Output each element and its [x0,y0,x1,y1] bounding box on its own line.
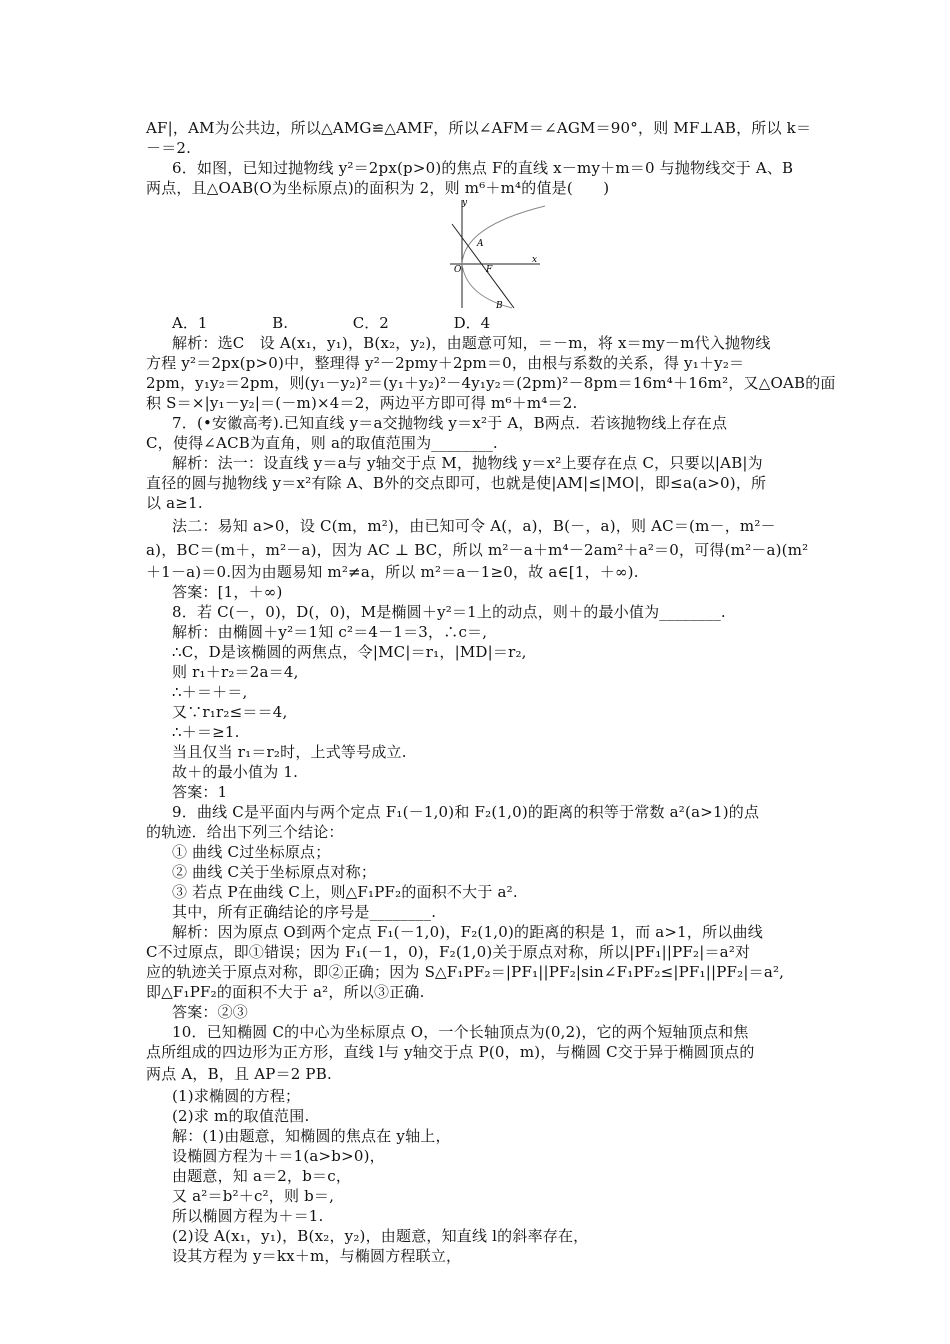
text-line: 故＋的最小值为 1. [172,763,299,781]
parabola-figure [440,196,550,314]
text-line: 则 r₁＋r₂＝2a＝4, [172,663,299,681]
text-line: (2)设 A(x₁，y₁)，B(x₂，y₂)，由题意，知直线 l的斜率存在， [172,1227,589,1245]
y-label: y [462,198,468,208]
text-line: 的轨迹．给出下列三个结论： [146,823,344,841]
text-line: ∴C，D是该椭圆的两焦点，令|MC|＝r₁，|MD|＝r₂, [172,643,527,661]
text-line: ＋1－a)＝0.因为由题易知 m²≠a，所以 m²＝a－1≥0，故 a∈[1，＋∞). [146,563,639,581]
text-line: (1)求椭圆的方程； [172,1087,301,1105]
focus-f-label: F [486,265,493,275]
text-line: ③ 若点 P在曲线 C上，则△F₁PF₂的面积不大于 a². [172,883,518,901]
text-line: 解析：选C 设 A(x₁，y₁)，B(x₂，y₂)，由题意可知，＝－m，将 x＝my－m代入抛物线 [172,334,771,352]
text-line: 2pm，y₁y₂＝2pm，则(y₁－y₂)²＝(y₁＋y₂)²－4y₁y₂＝(2pm)²－8pm＝16m⁴＋16m²，又△OAB的面 [146,374,836,392]
text-line: 法二：易知 a>0，设 C(m，m²)，由已知可令 A(，a)，B(－，a)，则 AC＝(m－，m²－ [172,517,776,535]
question-7-line: 7．(•安徽高考).已知直线 y＝a交抛物线 y＝x²于 A，B两点．若该抛物线上存在点 [172,414,728,432]
text-line: C，使得∠ACB为直角，则 a的取值范围为________. [146,434,498,452]
text-line: 直径的圆与抛物线 y＝x²有除 A、B外的交点即可，也就是使|AM|≤|MO|，即≤a(a>0)，所 [146,474,767,492]
text-line: 设其方程为 y＝kx＋m，与椭圆方程联立， [172,1247,462,1265]
text-line: (2)求 m的取值范围. [172,1107,310,1125]
text-line: 以 a≥1. [146,494,203,512]
answer-line: 答案：②③ [172,1003,249,1021]
text-line: 解析：因为原点 O到两个定点 F₁(－1,0)，F₂(1,0)的距离的积是 1，而 a>1，所以曲线 [172,923,763,941]
option-d: D．4 [453,314,491,332]
text-line: 又 a²＝b²＋c²，则 b＝, [172,1187,335,1205]
question-9-line: 9．曲线 C是平面内与两个定点 F₁(－1,0)和 F₂(1,0)的距离的积等于常数 a²(a>1)的点 [172,803,760,821]
question-6-line: 6．如图，已知过抛物线 y²＝2px(p>0)的焦点 F的直线 x－my＋m＝0 与抛物线交于 A、B [172,159,794,177]
text-line: ② 曲线 C关于坐标原点对称； [172,863,377,881]
text-line: ∴＋＝＋＝, [172,683,248,701]
text-line: 其中，所有正确结论的序号是________. [172,903,437,921]
text-line: ∴＋＝≥1. [172,723,240,741]
text-line: －＝2. [146,139,192,157]
text-line: 应的轨迹关于原点对称，即②正确；因为 S△F₁PF₂＝|PF₁||PF₂|sin∠F₁PF₂≤|PF₁||PF₂|＝a², [146,963,785,981]
text-line: AF|，AM为公共边，所以△AMG≌△AMF，所以∠AFM＝∠AGM＝90°，则 MF⊥AB，所以 k＝ [146,119,812,137]
point-b-label: B [496,301,503,311]
answer-options [172,313,550,333]
text-line: 点所组成的四边形为正方形，直线 l与 y轴交于点 P(0，m)，与椭圆 C交于异于椭圆顶点的 [146,1043,755,1061]
text-line: ① 曲线 C过坐标原点； [172,843,331,861]
text-line: 两点 A，B，且 AP＝2 PB. [146,1065,332,1083]
text-line: 所以椭圆方程为＋＝1. [172,1207,324,1225]
question-10-line: 10．已知椭圆 C的中心为坐标原点 O，一个长轴顶点为(0,2)，它的两个短轴顶点和焦 [172,1023,749,1041]
question-8-line: 8．若 C(－，0)，D(，0)，M是椭圆＋y²＝1上的动点，则＋的最小值为________. [172,603,726,621]
text-line: 由题意，知 a＝2，b＝c， [172,1167,352,1185]
text-line: 积 S＝×|y₁－y₂|＝(－m)×4＝2，两边平方即可得 m⁶＋m⁴＝2. [146,394,578,412]
point-a-label: A [477,239,484,249]
x-label: x [532,255,538,265]
text-line: 两点，且△OAB(O为坐标原点)的面积为 2，则 m⁶＋m⁴的值是( ) [146,179,610,197]
text-line: 又∵r₁r₂≤＝＝4, [172,703,288,721]
option-a: A．1 [172,314,208,332]
answer-line: 答案：[1，＋∞) [172,583,283,601]
text-line: 方程 y²＝2px(p>0)中，整理得 y²－2pmy＋2pm＝0，由根与系数的关系，得 y₁＋y₂＝ [146,354,745,372]
text-line: 解：(1)由题意，知椭圆的焦点在 y轴上， [172,1127,451,1145]
origin-label: O [454,265,462,275]
text-line: 解析：法一：设直线 y＝a与 y轴交于点 M，抛物线 y＝x²上要存在点 C，只要以|AB|为 [172,454,763,472]
text-line: 设椭圆方程为＋＝1(a>b>0)， [172,1147,385,1165]
text-line: 解析：由椭圆＋y²＝1知 c²＝4－1＝3，∴c＝, [172,623,488,641]
option-b: B. [272,314,288,332]
option-c: C．2 [352,314,389,332]
text-line: 即△F₁PF₂的面积不大于 a²，所以③正确. [146,983,425,1001]
answer-line: 答案：1 [172,783,228,801]
text-line: C不过原点，即①错误；因为 F₁(－1，0)，F₂(1,0)关于原点对称，所以|PF₁||PF₂|＝a²对 [146,943,751,961]
text-line: 当且仅当 r₁＝r₂时，上式等号成立. [172,743,407,761]
text-line: a)，BC＝(m＋，m²－a)，因为 AC ⊥ BC，所以 m²－a＋m⁴－2am²＋a²＝0，可得(m²－a)(m² [146,541,809,559]
